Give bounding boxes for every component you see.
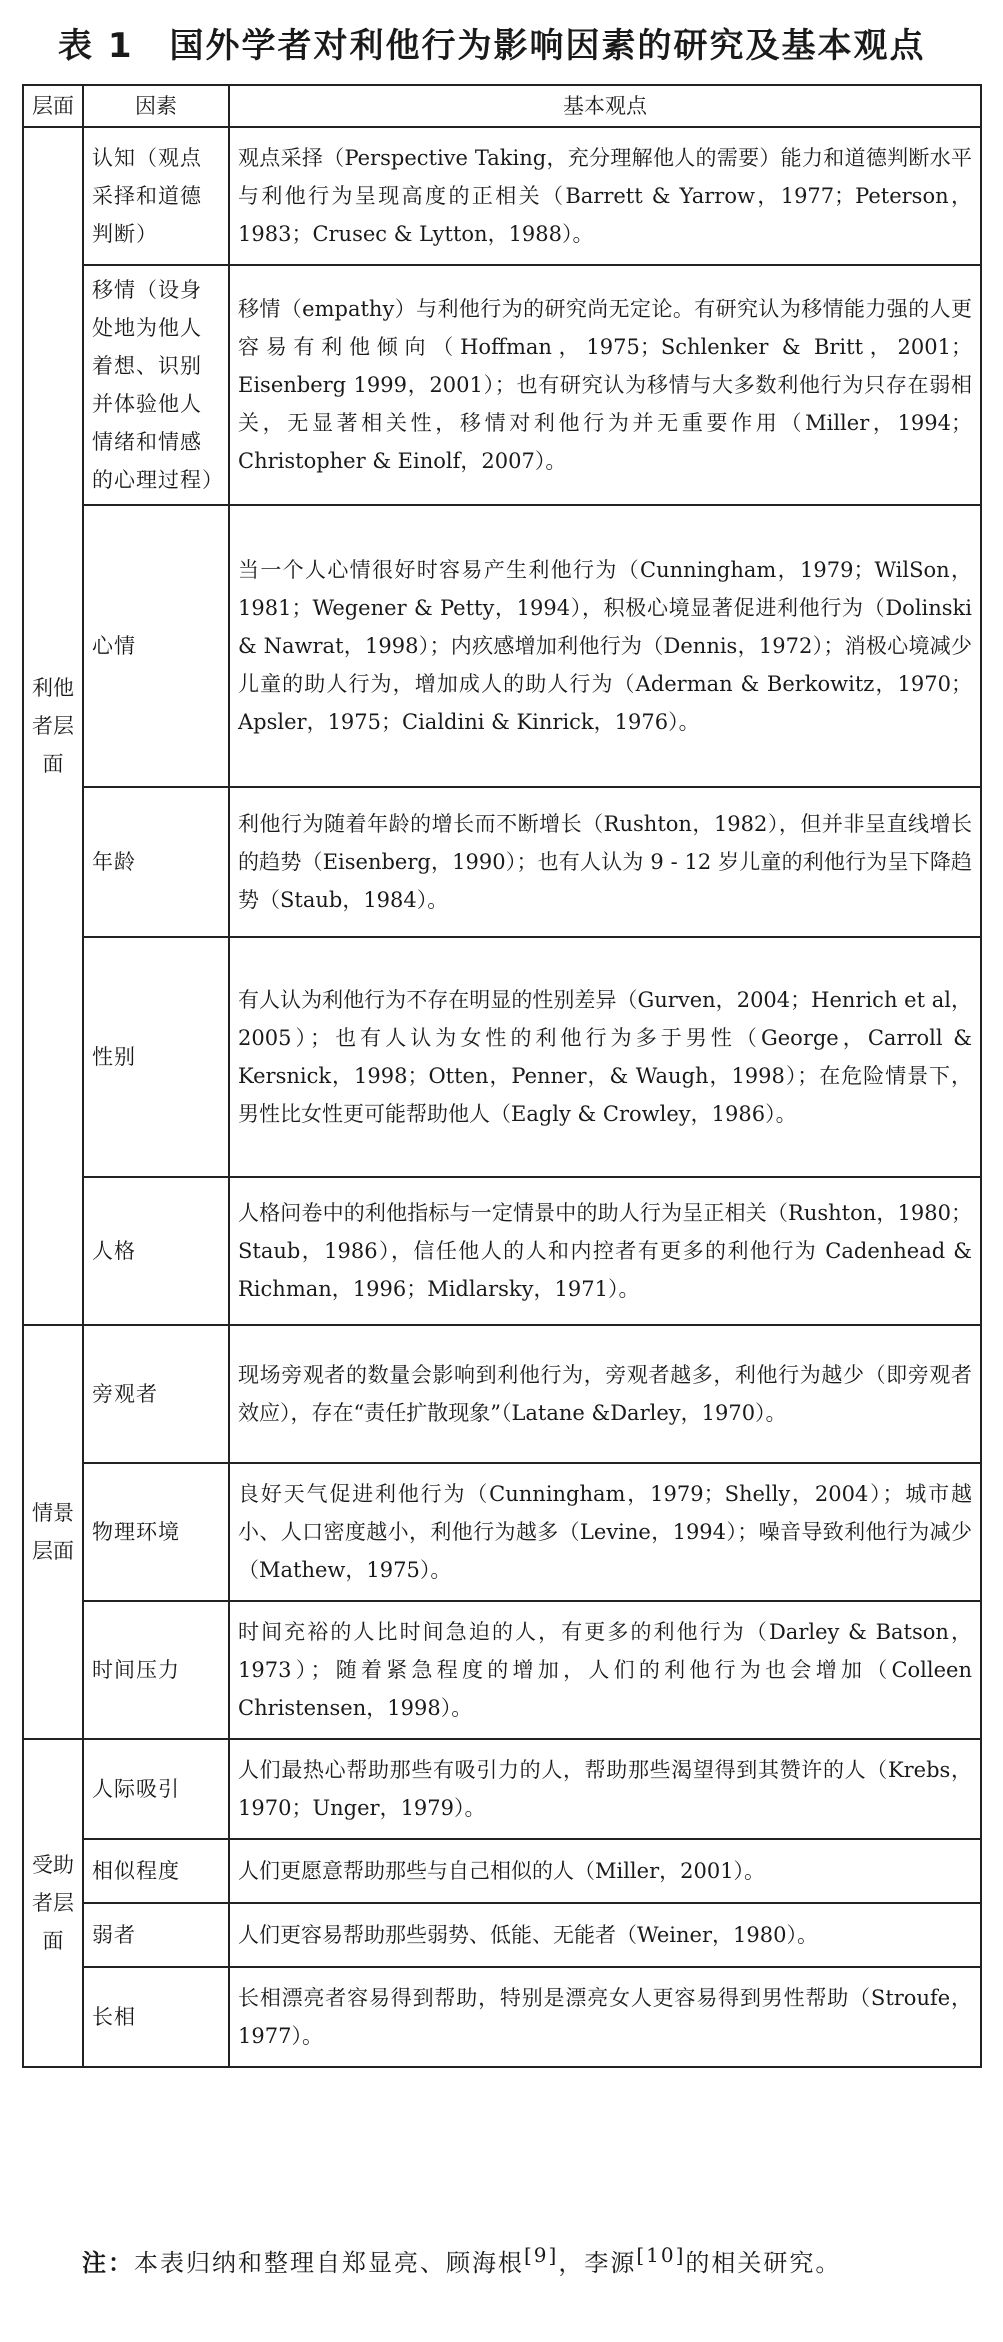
table-row bbox=[23, 1177, 981, 1325]
table-caption: 国外学者对利他行为影响因素的研究及基本观点 bbox=[169, 26, 926, 66]
factor-cell: 时间压力 bbox=[83, 1601, 229, 1739]
view-cell: 人们最热心帮助那些有吸引力的人，帮助那些渴望得到其赞许的人（Krebs，1970；Unger，1979）。 bbox=[229, 1739, 981, 1839]
header-view: 基本观点 bbox=[229, 85, 981, 127]
header-row bbox=[23, 85, 981, 127]
table-row bbox=[23, 1463, 981, 1601]
view-cell: 人格问卷中的利他指标与一定情景中的助人行为呈正相关（Rushton，1980；Staub，1986），信任他人的人和内控者有更多的利他行为 Cadenhead & Richman，1996；Midlarsky，1971）。 bbox=[229, 1177, 981, 1325]
layer-altruist: 利他者层面 bbox=[23, 127, 83, 1325]
factor-cell: 性别 bbox=[83, 937, 229, 1177]
citation-ref-9: [9] bbox=[524, 2243, 559, 2267]
view-cell: 人们更容易帮助那些弱势、低能、无能者（Weiner，1980）。 bbox=[229, 1903, 981, 1967]
table-row bbox=[23, 787, 981, 937]
view-cell: 良好天气促进利他行为（Cunningham，1979；Shelly，2004）；城市越小、人口密度越小，利他行为越多（Levine，1994）；噪音导致利他行为减少（Mathew，1975）。 bbox=[229, 1463, 981, 1601]
factor-cell: 相似程度 bbox=[83, 1839, 229, 1903]
view-cell: 长相漂亮者容易得到帮助，特别是漂亮女人更容易得到男性帮助（Stroufe，1977）。 bbox=[229, 1967, 981, 2067]
table-row bbox=[23, 127, 981, 265]
factor-cell: 认知（观点采择和道德判断） bbox=[83, 127, 229, 265]
table-title bbox=[58, 18, 978, 67]
factor-cell: 旁观者 bbox=[83, 1325, 229, 1463]
table-row bbox=[23, 505, 981, 787]
table-row bbox=[23, 1739, 981, 1839]
table-note bbox=[22, 2232, 980, 2286]
citation-ref-10: [10] bbox=[636, 2243, 686, 2267]
factor-cell: 人际吸引 bbox=[83, 1739, 229, 1839]
table-number: 表 1 bbox=[58, 26, 134, 66]
layer-recipient: 受助者层面 bbox=[23, 1739, 83, 2067]
note-text-mid: ，李源 bbox=[558, 2249, 637, 2277]
research-table bbox=[22, 84, 982, 2068]
table-row bbox=[23, 265, 981, 505]
table-row bbox=[23, 1325, 981, 1463]
factor-cell: 移情（设身处地为他人着想、识别并体验他人情绪和情感的心理过程） bbox=[83, 265, 229, 505]
table-row bbox=[23, 937, 981, 1177]
table-row bbox=[23, 1839, 981, 1903]
note-label: 注： bbox=[82, 2249, 134, 2277]
view-cell: 当一个人心情很好时容易产生利他行为（Cunningham，1979；WilSon，1981；Wegener & Petty，1994），积极心境显著促进利他行为（Dolinski & Nawrat，1998）；内疚感增加利他行为（Dennis，1972）；消极心境减少儿童的助人行为，增加成人的助人行为（Aderman & Berkowitz，1970；Apsler，1975；Cialdini & Kinrick，1976）。 bbox=[229, 505, 981, 787]
view-cell: 利他行为随着年龄的增长而不断增长（Rushton，1982），但并非呈直线增长的趋势（Eisenberg，1990）；也有人认为 9 - 12 岁儿童的利他行为呈下降趋势（Staub，1984）。 bbox=[229, 787, 981, 937]
factor-cell: 人格 bbox=[83, 1177, 229, 1325]
factor-cell: 弱者 bbox=[83, 1903, 229, 1967]
factor-cell: 心情 bbox=[83, 505, 229, 787]
factor-cell: 长相 bbox=[83, 1967, 229, 2067]
header-layer: 层面 bbox=[23, 85, 83, 127]
table-row bbox=[23, 1967, 981, 2067]
view-cell: 时间充裕的人比时间急迫的人，有更多的利他行为（Darley & Batson，1973）；随着紧急程度的增加，人们的利他行为也会增加（Colleen Christensen，1998）。 bbox=[229, 1601, 981, 1739]
factor-cell: 年龄 bbox=[83, 787, 229, 937]
view-cell: 现场旁观者的数量会影响到利他行为，旁观者越多，利他行为越少（即旁观者效应），存在“责任扩散现象”（Latane &Darley，1970）。 bbox=[229, 1325, 981, 1463]
note-text: 本表归纳和整理自郑显亮、顾海根 bbox=[134, 2249, 524, 2277]
table-row bbox=[23, 1903, 981, 1967]
view-cell: 移情（empathy）与利他行为的研究尚无定论。有研究认为移情能力强的人更容易有利他倾向（Hoffman，1975；Schlenker & Britt，2001；Eisenberg 1999，2001）；也有研究认为移情与大多数利他行为只存在弱相关，无显著相关性，移情对利他行为并无重要作用（Miller，1994；Christopher & Einolf，2007）。 bbox=[229, 265, 981, 505]
table-row bbox=[23, 1601, 981, 1739]
view-cell: 观点采择（Perspective Taking，充分理解他人的需要）能力和道德判断水平与利他行为呈现高度的正相关（Barrett & Yarrow，1977；Peterson，1983；Crusec & Lytton，1988）。 bbox=[229, 127, 981, 265]
header-factor: 因素 bbox=[83, 85, 229, 127]
note-text-end: 的相关研究。 bbox=[685, 2249, 842, 2277]
factor-cell: 物理环境 bbox=[83, 1463, 229, 1601]
view-cell: 有人认为利他行为不存在明显的性别差异（Gurven，2004；Henrich et al，2005）；也有人认为女性的利他行为多于男性（George，Carroll & Kersnick，1998；Otten，Penner，& Waugh，1998）；在危险情景下，男性比女性更可能帮助他人（Eagly & Crowley，1986）。 bbox=[229, 937, 981, 1177]
view-cell: 人们更愿意帮助那些与自己相似的人（Miller，2001）。 bbox=[229, 1839, 981, 1903]
layer-situation: 情景层面 bbox=[23, 1325, 83, 1739]
